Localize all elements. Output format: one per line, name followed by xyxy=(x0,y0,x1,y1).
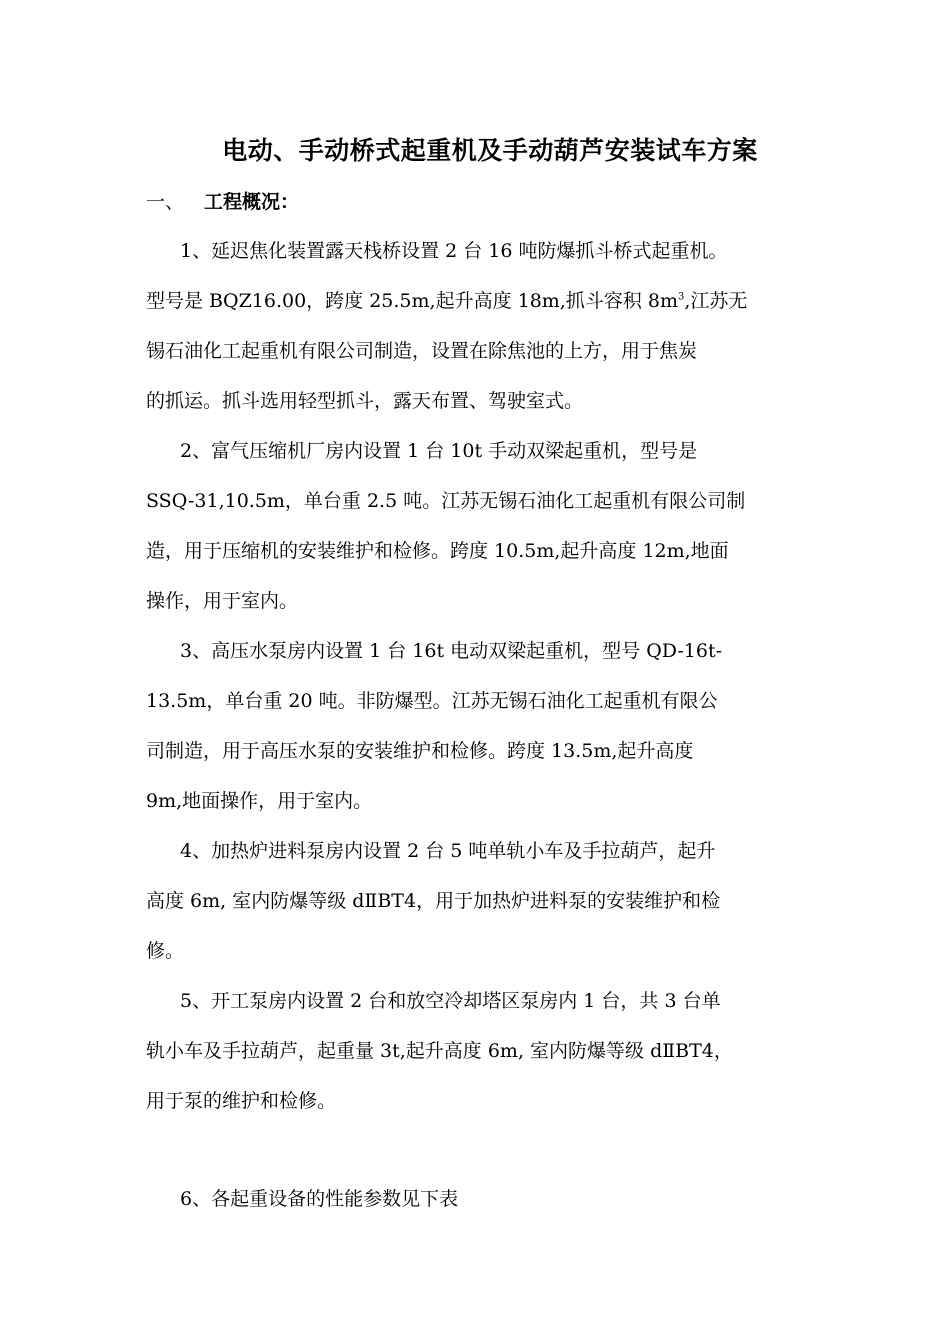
paragraph-3-line-2: 13.5m，单台重 20 吨。非防爆型。江苏无锡石油化工起重机有限公 xyxy=(146,690,718,712)
paragraph-1-line-3: 锡石油化工起重机有限公司制造，设置在除焦池的上方，用于焦炭 xyxy=(146,340,698,362)
paragraph-1-line-2-text: 型号是 BQZ16.00，跨度 25.5m,起升高度 18m,抓斗容积 8m xyxy=(146,290,678,312)
paragraph-2-line-4: 操作，用于室内。 xyxy=(146,590,299,612)
paragraph-3-line-1: 3、高压水泵房内设置 1 台 16t 电动双梁起重机，型号 QD-16t- xyxy=(180,640,723,662)
paragraph-3-line-4: 9m,地面操作，用于室内。 xyxy=(146,790,373,812)
paragraph-5-line-3: 用于泵的维护和检修。 xyxy=(146,1090,337,1112)
superscript-cubic: 3 xyxy=(678,291,685,303)
paragraph-2-line-1: 2、富气压缩机厂房内设置 1 台 10t 手动双梁起重机，型号是 xyxy=(180,440,698,462)
paragraph-1-line-2 xyxy=(146,286,747,316)
paragraph-6-line-1: 6、各起重设备的性能参数见下表 xyxy=(180,1188,459,1210)
paragraph-5-line-1: 5、开工泵房内设置 2 台和放空冷却塔区泵房内 1 台，共 3 台单 xyxy=(180,990,721,1012)
paragraph-1-line-4: 的抓运。抓斗选用轻型抓斗，露天布置、驾驶室式。 xyxy=(146,390,584,412)
paragraph-2-line-3: 造，用于压缩机的安装维护和检修。跨度 10.5m,起升高度 12m,地面 xyxy=(146,540,729,562)
paragraph-5-line-2: 轨小车及手拉葫芦，起重量 3t,起升高度 6m, 室内防爆等级 dⅡBT4， xyxy=(146,1040,733,1062)
paragraph-1-line-2-tail: ,江苏无 xyxy=(684,290,748,312)
section-label: 工程概况： xyxy=(204,191,300,213)
document-title: 电动、手动桥式起重机及手动葫芦安装试车方案 xyxy=(222,136,758,165)
paragraph-3-line-3: 司制造，用于高压水泵的安装维护和检修。跨度 13.5m,起升高度 xyxy=(146,740,694,762)
paragraph-4-line-3: 修。 xyxy=(146,940,185,962)
section-number: 一、 xyxy=(146,191,185,213)
section-heading xyxy=(146,187,299,217)
paragraph-1-line-1: 1、延迟焦化装置露天栈桥设置 2 台 16 吨防爆抓斗桥式起重机。 xyxy=(180,240,728,262)
paragraph-4-line-1: 4、加热炉进料泵房内设置 2 台 5 吨单轨小车及手拉葫芦，起升 xyxy=(180,840,716,862)
paragraph-2-line-2: SSQ-31,10.5m，单台重 2.5 吨。江苏无锡石油化工起重机有限公司制 xyxy=(146,490,746,512)
paragraph-4-line-2: 高度 6m, 室内防爆等级 dⅡBT4，用于加热炉进料泵的安装维护和检 xyxy=(146,890,721,912)
